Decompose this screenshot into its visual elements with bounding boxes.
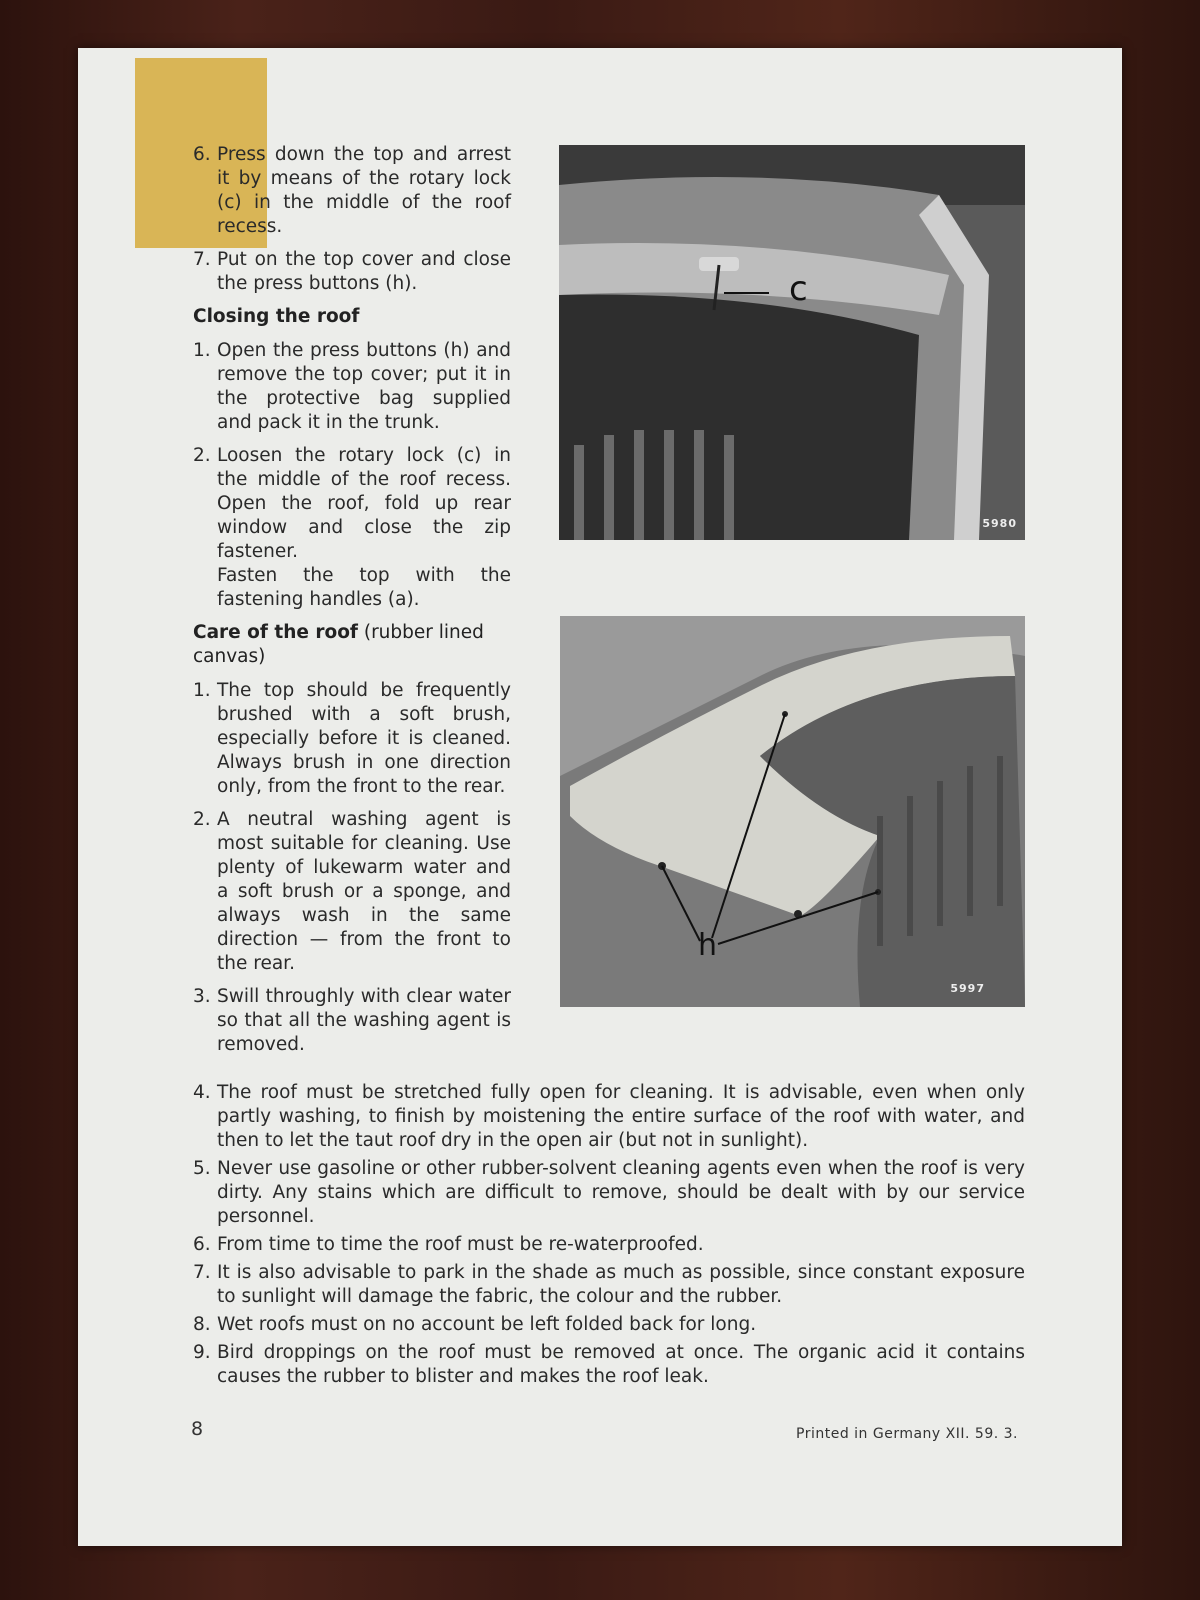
- closing-heading: [193, 305, 511, 329]
- photo-number: 5980: [982, 517, 1017, 530]
- item-text: Put on the top cover and close the press buttons (h).: [217, 249, 511, 294]
- item-text: Open the press buttons (h) and remove the top cover; put it in the protective bag supplied and pack it in the trunk.: [217, 340, 511, 433]
- care-heading-suffix: (rubber lined canvas): [193, 622, 484, 667]
- roof-lock-illustration: [559, 145, 1025, 540]
- list-item: [193, 339, 511, 435]
- list-item: [193, 1081, 1025, 1153]
- list-item: [193, 248, 511, 296]
- item-text: Wet roofs must on no account be left folded back for long.: [217, 1314, 757, 1335]
- item-number: 8.: [193, 1314, 211, 1335]
- closing-heading-text: Closing the roof: [193, 306, 360, 327]
- photo-number: 5997: [950, 982, 985, 995]
- item-text: Bird droppings on the roof must be removed at once. The organic acid it contains causes the rubber to blister and makes the roof leak.: [217, 1342, 1025, 1387]
- full-width-list: [193, 1081, 1025, 1393]
- item-text: From time to time the roof must be re-waterproofed.: [217, 1234, 704, 1255]
- item-text: The top should be frequently brushed with a soft brush, especially before it is cleaned. Always brush in one direction only, from the front to the rear.: [217, 680, 511, 797]
- care-heading-text: Care of the roof: [193, 622, 358, 643]
- item-number: 6.: [193, 1234, 211, 1255]
- item-text: A neutral washing agent is most suitable for cleaning. Use plenty of lukewarm water and a soft brush or a sponge, and always wash in the same direction — from the front to the rear.: [217, 809, 511, 974]
- item-number: 3.: [193, 986, 211, 1007]
- item-number: 9.: [193, 1342, 211, 1363]
- list-item: [193, 1341, 1025, 1389]
- list-item: [193, 1313, 1025, 1337]
- label-h: h: [698, 928, 719, 963]
- item-number: 1.: [193, 680, 211, 701]
- item-number: 4.: [193, 1082, 211, 1103]
- item-number: 2.: [193, 445, 211, 466]
- top-cover-illustration: [560, 616, 1025, 1007]
- item-number: 5.: [193, 1158, 211, 1179]
- page-number: 8: [191, 1418, 204, 1440]
- list-item: [193, 808, 511, 976]
- item-text: Press down the top and arrest it by means of the rotary lock (c) in the middle of the roof recess.: [217, 144, 511, 237]
- item-number: 1.: [193, 340, 211, 361]
- list-item: [193, 444, 511, 612]
- item-text-wrap: [217, 444, 511, 612]
- list-item: [193, 679, 511, 799]
- item-text: Loosen the rotary lock (c) in the middle of the roof recess. Open the roof, fold up rear window and close the zip fastener.: [217, 445, 511, 562]
- item-extra-text: Fasten the top with the fastening handles (a).: [217, 565, 511, 610]
- item-text: The roof must be stretched fully open for cleaning. It is advisable, even when only partly washing, to finish by moistening the entire surface of the roof with water, and then to let the taut roof dry in the open air (but not in sunlight).: [217, 1082, 1025, 1151]
- item-text: Never use gasoline or other rubber-solvent cleaning agents even when the roof is very dirty. Any stains which are difficult to remove, should be dealt with by our service personnel.: [217, 1158, 1025, 1227]
- item-text: Swill throughly with clear water so that all the washing agent is removed.: [217, 986, 511, 1055]
- item-number: 2.: [193, 809, 211, 830]
- top-cover-photo: [560, 616, 1025, 1007]
- list-item: [193, 985, 511, 1057]
- care-heading: [193, 621, 511, 669]
- item-text: It is also advisable to park in the shade as much as possible, since constant exposure to sunlight will damage the fabric, the colour and the rubber.: [217, 1262, 1025, 1307]
- left-column: [193, 143, 511, 1066]
- print-footer: Printed in Germany XII. 59. 3.: [796, 1426, 1018, 1442]
- list-item: [193, 1261, 1025, 1309]
- list-item: [193, 1233, 1025, 1257]
- item-number: 7.: [193, 249, 211, 270]
- item-number: 7.: [193, 1262, 211, 1283]
- list-item: [193, 1157, 1025, 1229]
- roof-lock-photo: [559, 145, 1025, 540]
- list-item: [193, 143, 511, 239]
- label-c: c: [789, 269, 809, 309]
- item-number: 6.: [193, 144, 211, 165]
